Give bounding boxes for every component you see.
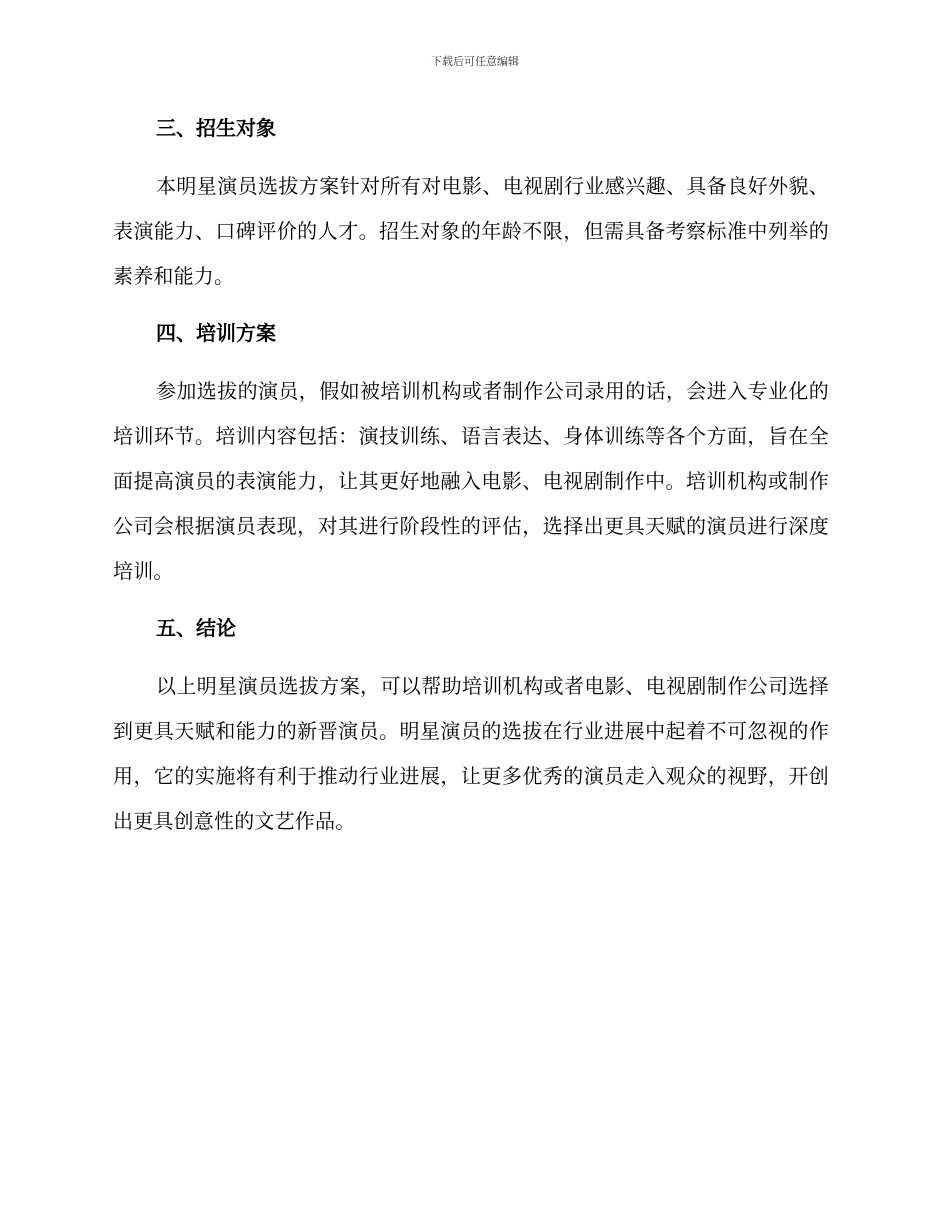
section-heading: 五、结论 (156, 616, 236, 640)
page-header-note: 下载后可任意编辑 (431, 55, 519, 68)
document-body (113, 106, 829, 844)
section-heading: 四、培训方案 (156, 321, 276, 345)
section-conclusion (113, 606, 829, 844)
section-enrollment-targets (113, 106, 829, 299)
section-paragraph: 以上明星演员选拔方案，可以帮助培训机构或者电影、电视剧制作公司选择到更具天赋和能力的新晋演员。明星演员的选拔在行业进展中起着不可忽视的作用，它的实施将有利于推动行业进展，让更多优秀的演员走入观众的视野，开创出更具创意性的文艺作品。 (113, 674, 829, 833)
section-paragraph: 参加选拔的演员，假如被培训机构或者制作公司录用的话，会进入专业化的培训环节。培训内容包括：演技训练、语言表达、身体训练等各个方面，旨在全面提高演员的表演能力，让其更好地融入电影、电视剧制作中。培训机构或制作公司会根据演员表现，对其进行阶段性的评估，选择出更具天赋的演员进行深度培训。 (113, 379, 829, 583)
section-training-plan (113, 311, 829, 594)
section-paragraph: 本明星演员选拔方案针对所有对电影、电视剧行业感兴趣、具备良好外貌、表演能力、口碑评价的人才。招生对象的年龄不限，但需具备考察标准中列举的素养和能力。 (113, 174, 829, 288)
section-heading: 三、招生对象 (156, 116, 276, 140)
